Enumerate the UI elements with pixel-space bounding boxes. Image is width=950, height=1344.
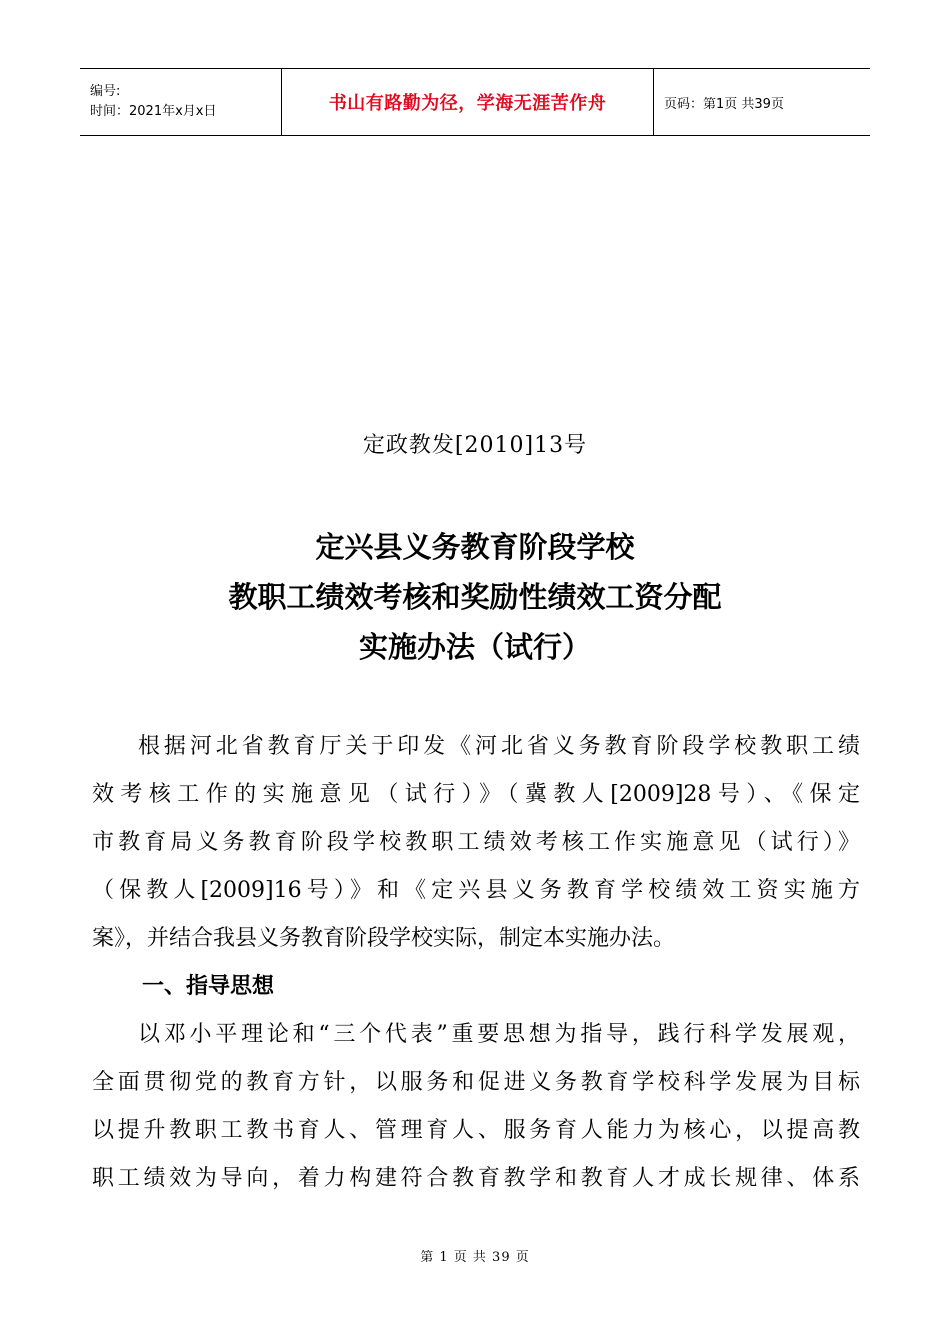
paragraph-line: 效考核工作的实施意见（试行）》（冀教人[2009]28号）、《保定 [92, 782, 860, 807]
header-meta [80, 69, 281, 135]
page-header [80, 68, 870, 136]
paragraph-line: 以邓小平理论和“三个代表”重要思想为指导，践行科学发展观， [138, 1022, 860, 1047]
paragraph-line: 以提升教职工教书育人、管理育人、服务育人能力为核心，以提高教 [92, 1118, 860, 1143]
document-title [0, 522, 950, 672]
header-motto-cell [281, 69, 654, 135]
paragraph-line: 全面贯彻党的教育方针，以服务和促进义务教育学校科学发展为目标 [92, 1070, 860, 1095]
paragraph-line: 根据河北省教育厅关于印发《河北省义务教育阶段学校教职工绩 [138, 734, 860, 759]
title-line: 定兴县义务教育阶段学校 [315, 530, 635, 564]
motto: 书山有路勤为径，学海无涯苦作舟 [328, 93, 607, 114]
paragraph-line: （保教人[2009]16号）》和《定兴县义务教育学校绩效工资实施方 [92, 878, 860, 903]
title-line: 教职工绩效考核和奖励性绩效工资分配 [228, 580, 722, 614]
number-label: 编号: [90, 84, 121, 99]
section-heading: 一、指导思想 [142, 974, 275, 999]
header-page-cell [654, 69, 870, 135]
paragraph-line: 案》，并结合我县义务教育阶段学校实际，制定本实施办法。 [92, 926, 676, 951]
paragraph-line: 市教育局义务教育阶段学校教职工绩效考核工作实施意见（试行）》 [92, 830, 860, 855]
paragraph-guiding-thought [92, 1011, 860, 1203]
document-body [92, 723, 860, 1203]
paragraph-line: 职工绩效为导向，着力构建符合教育教学和教育人才成长规律、体系 [92, 1166, 860, 1191]
paragraph-intro [92, 723, 860, 963]
time-label: 时间：2021年x月x日 [90, 104, 217, 119]
page-footer: 第 1 页 共 39 页 [420, 1250, 530, 1265]
page-info: 页码：第1页 共39页 [664, 96, 784, 112]
document-number: 定政教发[2010]13号 [362, 433, 588, 458]
title-line: 实施办法（试行） [358, 630, 591, 664]
